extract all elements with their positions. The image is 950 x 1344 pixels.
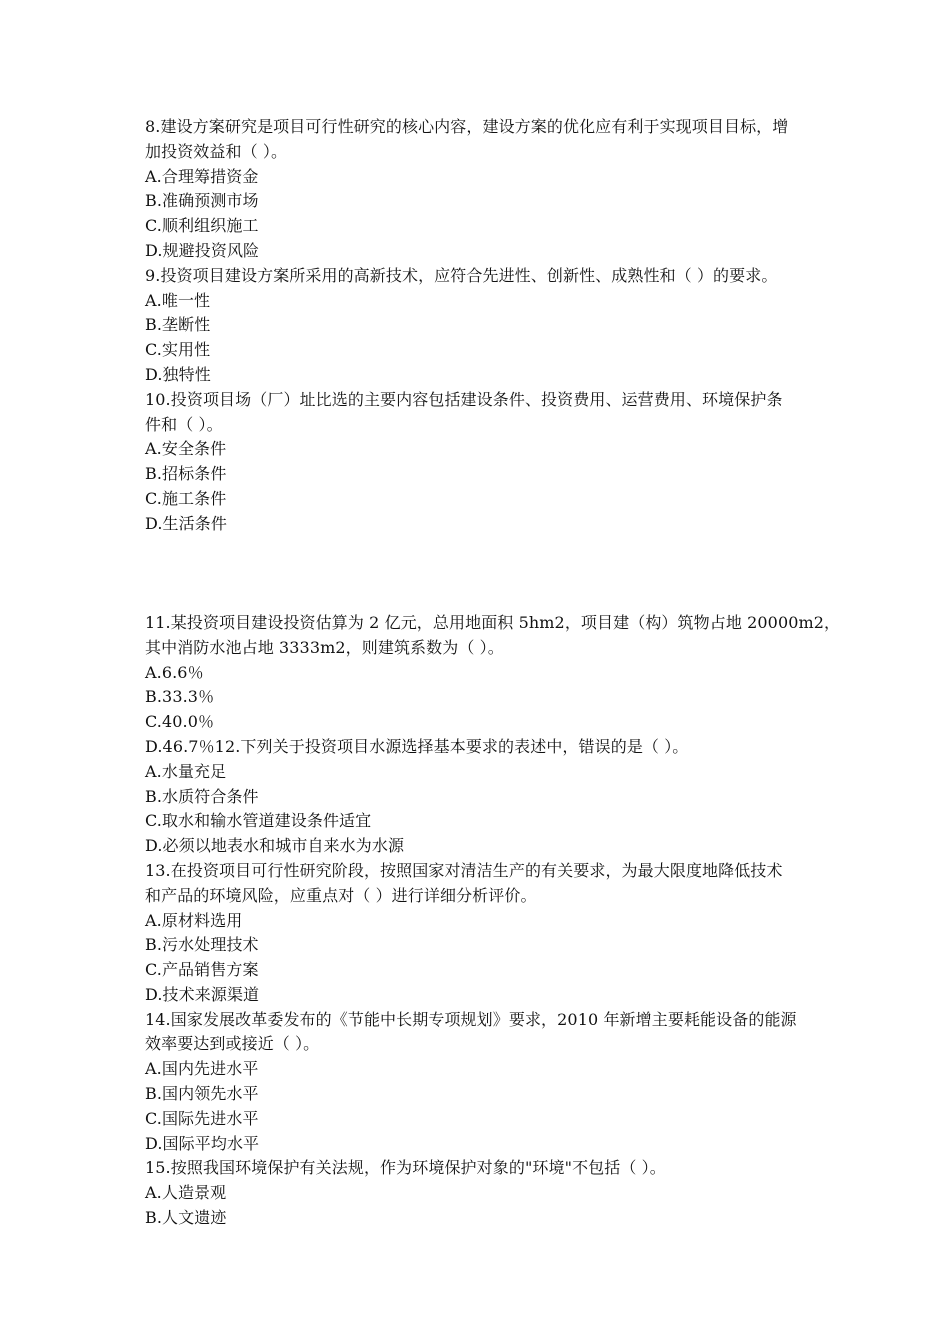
text-line: 8.建设方案研究是项目可行性研究的核心内容，建设方案的优化应有利于实现项目目标，增: [145, 117, 789, 136]
text-line: 9.投资项目建设方案所采用的高新技术，应符合先进性、创新性、成熟性和（ ）的要求。: [145, 265, 778, 285]
text-line: C.产品销售方案: [145, 960, 259, 980]
text-line: C.实用性: [145, 340, 211, 360]
text-line: C.施工条件: [145, 488, 227, 508]
text-line: B.水质符合条件: [145, 786, 259, 806]
text-line: 件和（ ）。: [145, 414, 223, 434]
text-line: 加投资效益和（ ）。: [145, 141, 288, 161]
blank-gap: [145, 537, 810, 611]
text-line: D.46.7％12.下列关于投资项目水源选择基本要求的表述中，错误的是（ ）。: [145, 736, 689, 756]
text-line: A.6.6％: [145, 662, 204, 682]
text-line: 其中消防水池占地 3333m2，则建筑系数为（ ）。: [145, 637, 504, 657]
text-line: A.唯一性: [145, 290, 211, 310]
text-line: C.40.0％: [145, 712, 215, 732]
text-line: A.人造景观: [145, 1183, 227, 1203]
text-line: 10.投资项目场（厂）址比选的主要内容包括建设条件、投资费用、运营费用、环境保护条: [145, 389, 783, 409]
text-line: D.规避投资风险: [145, 240, 260, 260]
block-questions-8-10: [145, 115, 810, 537]
text-line: D.国际平均水平: [145, 1133, 260, 1153]
text-line: D.必须以地表水和城市自来水为水源: [145, 836, 405, 856]
text-line: 11.某投资项目建设投资估算为 2 亿元，总用地面积 5hm2，项目建（构）筑物占地 20000m2，: [145, 612, 841, 632]
text-line: 13.在投资项目可行性研究阶段，按照国家对清洁生产的有关要求，为最大限度地降低技术: [145, 860, 783, 880]
text-line: A.合理筹措资金: [145, 166, 259, 186]
text-line: A.国内先进水平: [145, 1059, 259, 1079]
text-line: B.国内领先水平: [145, 1084, 259, 1104]
text-line: C.取水和输水管道建设条件适宜: [145, 811, 372, 831]
text-line: A.安全条件: [145, 439, 227, 459]
text-line: B.准确预测市场: [145, 191, 259, 211]
text-line: D.技术来源渠道: [145, 984, 260, 1004]
text-line: B.人文遗迹: [145, 1208, 227, 1228]
block-questions-11-15: [145, 611, 841, 1231]
text-line: 15.按照我国环境保护有关法规，作为环境保护对象的"环境"不包括（ ）。: [145, 1158, 666, 1178]
text-line: D.独特性: [145, 364, 211, 384]
text-line: B.垄断性: [145, 315, 211, 335]
text-line: A.水量充足: [145, 761, 227, 781]
document-page: [145, 115, 841, 1231]
text-line: C.国际先进水平: [145, 1108, 259, 1128]
text-line: C.顺利组织施工: [145, 216, 259, 236]
text-line: B.招标条件: [145, 464, 227, 484]
text-line: 14.国家发展改革委发布的《节能中长期专项规划》要求，2010 年新增主要耗能设备的能源: [145, 1009, 797, 1029]
text-line: 和产品的环境风险，应重点对（ ）进行详细分析评价。: [145, 885, 537, 905]
text-line: D.生活条件: [145, 513, 227, 533]
text-line: A.原材料选用: [145, 910, 243, 930]
text-line: 效率要达到或接近（ ）。: [145, 1034, 320, 1054]
text-line: B.污水处理技术: [145, 935, 259, 955]
text-line: B.33.3％: [145, 687, 215, 707]
